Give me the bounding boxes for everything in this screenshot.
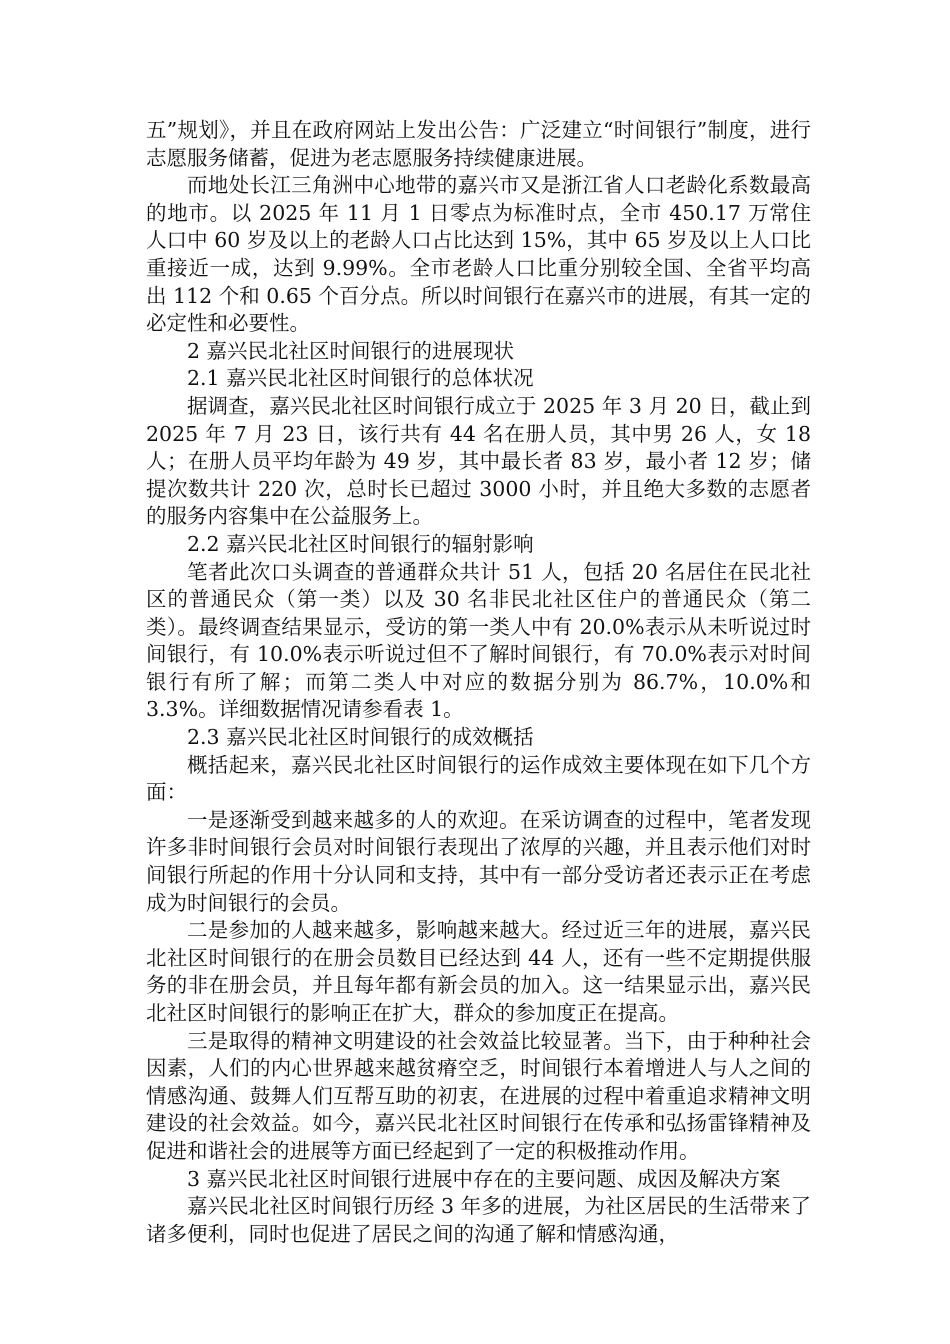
paragraph-survey-results: 笔者此次口头调查的普通群众共计 51 人，包括 20 名居住在民北社区的普通民众（第一类）以及 30 名非民北社区住户的普通民众（第二类）。最终调查结果显示，受访的第一类人中有 20.0%表示从未听说过时间银行，有 10.0%表示听说过但不了解时间银行，有 70.0%表示对时间银行有所了解；而第二类人中对应的数据分别为 86.7%，10.0%和 3.3%。详细数据情况请参看表 1。 — [146, 559, 811, 722]
paragraph-point-one: 一是逐渐受到越来越多的人的欢迎。在采访调查的过程中，笔者发现许多非时间银行会员对时间银行表现出了浓厚的兴趣，并且表示他们对时间银行所起的作用十分认同和支持，其中有一部分受访者还表示正在考虑成为时间银行的会员。 — [146, 807, 811, 915]
paragraph-continuation: 五”规划》，并且在政府网站上发出公告：广泛建立“时间银行”制度，进行志愿服务储蓄，促进为老志愿服务持续健康进展。 — [146, 118, 811, 170]
paragraph-section-3-intro: 嘉兴民北社区时间银行历经 3 年多的进展，为社区居民的生活带来了诸多便利，同时也促进了居民之间的沟通了解和情感沟通， — [146, 1194, 811, 1246]
document-body — [146, 117, 811, 1248]
section-heading-2: 2 嘉兴民北社区时间银行的进展现状 — [187, 338, 515, 363]
paragraph-overall-status: 据调查，嘉兴民北社区时间银行成立于 2025 年 3 月 20 日，截止到 2025 年 7 月 23 日，该行共有 44 名在册人员，其中男 26 人，女 18 人；在册人员平均年龄为 49 岁，其中最长者 83 岁，最小者 12 岁；储提次数共计 220 次，总时长已超过 3000 小时，并且绝大多数的志愿者的服务内容集中在公益服务上。 — [146, 393, 811, 529]
section-heading-2-1: 2.1 嘉兴民北社区时间银行的总体状况 — [187, 366, 534, 391]
section-heading-3: 3 嘉兴民北社区时间银行进展中存在的主要问题、成因及解决方案 — [187, 1166, 781, 1191]
paragraph-summary-intro: 概括起来，嘉兴民北社区时间银行的运作成效主要体现在如下几个方面： — [146, 752, 811, 805]
section-heading-2-2: 2.2 嘉兴民北社区时间银行的辐射影响 — [187, 531, 534, 556]
paragraph-point-three: 三是取得的精神文明建设的社会效益比较显著。当下，由于种种社会因素，人们的内心世界越来越贫瘠空乏，时间银行本着增进人与人之间的情感沟通、鼓舞人们互帮互助的初衷，在进展的过程中着重追求精神文明建设的社会效益。如今，嘉兴民北社区时间银行在传承和弘扬雷锋精神及促进和谐社会的进展等方面已经起到了一定的积极推动作用。 — [146, 1028, 811, 1163]
section-heading-2-3: 2.3 嘉兴民北社区时间银行的成效概括 — [187, 725, 534, 750]
paragraph-jiaxing-aging: 而地处长江三角洲中心地带的嘉兴市又是浙江省人口老龄化系数最高的地市。以 2025 年 11 月 1 日零点为标准时点，全市 450.17 万常住人口中 60 岁及以上的老龄人口占比达到 15%，其中 65 岁及以上人口比重接近一成，达到 9.99%。全市老龄人口比重分别较全国、全省平均高出 112 个和 0.65 个百分点。所以时间银行在嘉兴市的进展，有其一定的必定性和必要性。 — [146, 173, 811, 336]
paragraph-point-two: 二是参加的人越来越多，影响越来越大。经过近三年的进展，嘉兴民北社区时间银行的在册会员数目已经达到 44 人，还有一些不定期提供服务的非在册会员，并且每年都有新会员的加入。这一结果显示出，嘉兴民北社区时间银行的影响正在扩大，群众的参加度正在提高。 — [146, 918, 811, 1025]
